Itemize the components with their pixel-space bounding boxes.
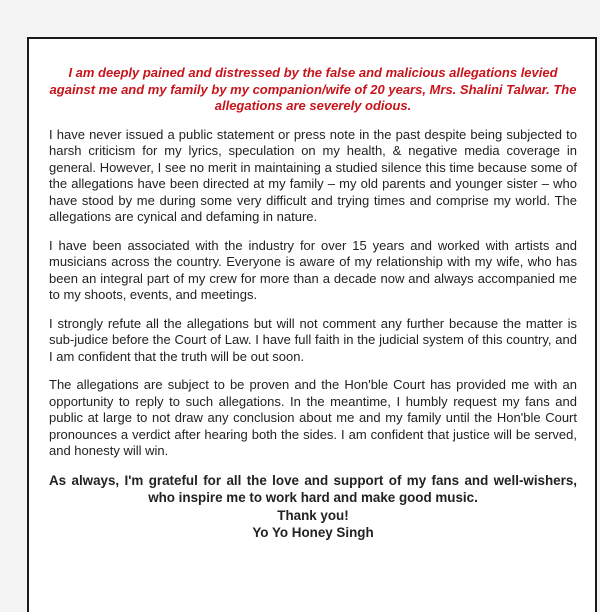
statement-document [27,37,597,612]
statement-headline: I am deeply pained and distressed by the false and malicious allegations levied against me and my family by my companion/wife of 20 years, Mrs. Shalini Talwar. The allegations are severely odious. [49,65,577,113]
closing-gratitude: As always, I'm grateful for all the love and support of my fans and well-wishers, who inspire me to work hard and make good music. [49,472,577,505]
paragraph-public-statement: I have never issued a public statement or press note in the past despite being subjected to harsh criticism for my lyrics, speculation on my health, & negative media coverage in general. However, I see no merit in maintaining a studied silence this time because some of the allegations have been directed at my family – my old parents and younger sister – who have stood by me during some very difficult and trying times and comprise my world. The allegations are cynical and defaming in nature. [49,126,577,224]
thank-you-line: Thank you! [277,507,349,523]
signature: Yo Yo Honey Singh [252,525,374,540]
paragraph-industry-association: I have been associated with the industry for over 15 years and worked with artists and musicians across the country. Everyone is aware of my relationship with my wife, who has been an integral part of my crew for more than a decade now and always accompanied me to my shoots, events, and meetings. [49,237,577,302]
paragraph-court-request: The allegations are subject to be proven and the Hon'ble Court has provided me with an opportunity to reply to such allegations. In the meantime, I humbly request my fans and public at large to not draw any conclusion about me and my family until the Hon'ble Court pronounces a verdict after hearing both the sides. I am confident that justice will be served, and honesty will win. [49,377,577,458]
statement-body [49,65,577,542]
paragraph-refute-allegations: I strongly refute all the allegations but will not comment any further because the matter is sub-judice before the Court of Law. I have full faith in the judicial system of this country, and I am confident that the truth will be out soon. [49,315,577,364]
